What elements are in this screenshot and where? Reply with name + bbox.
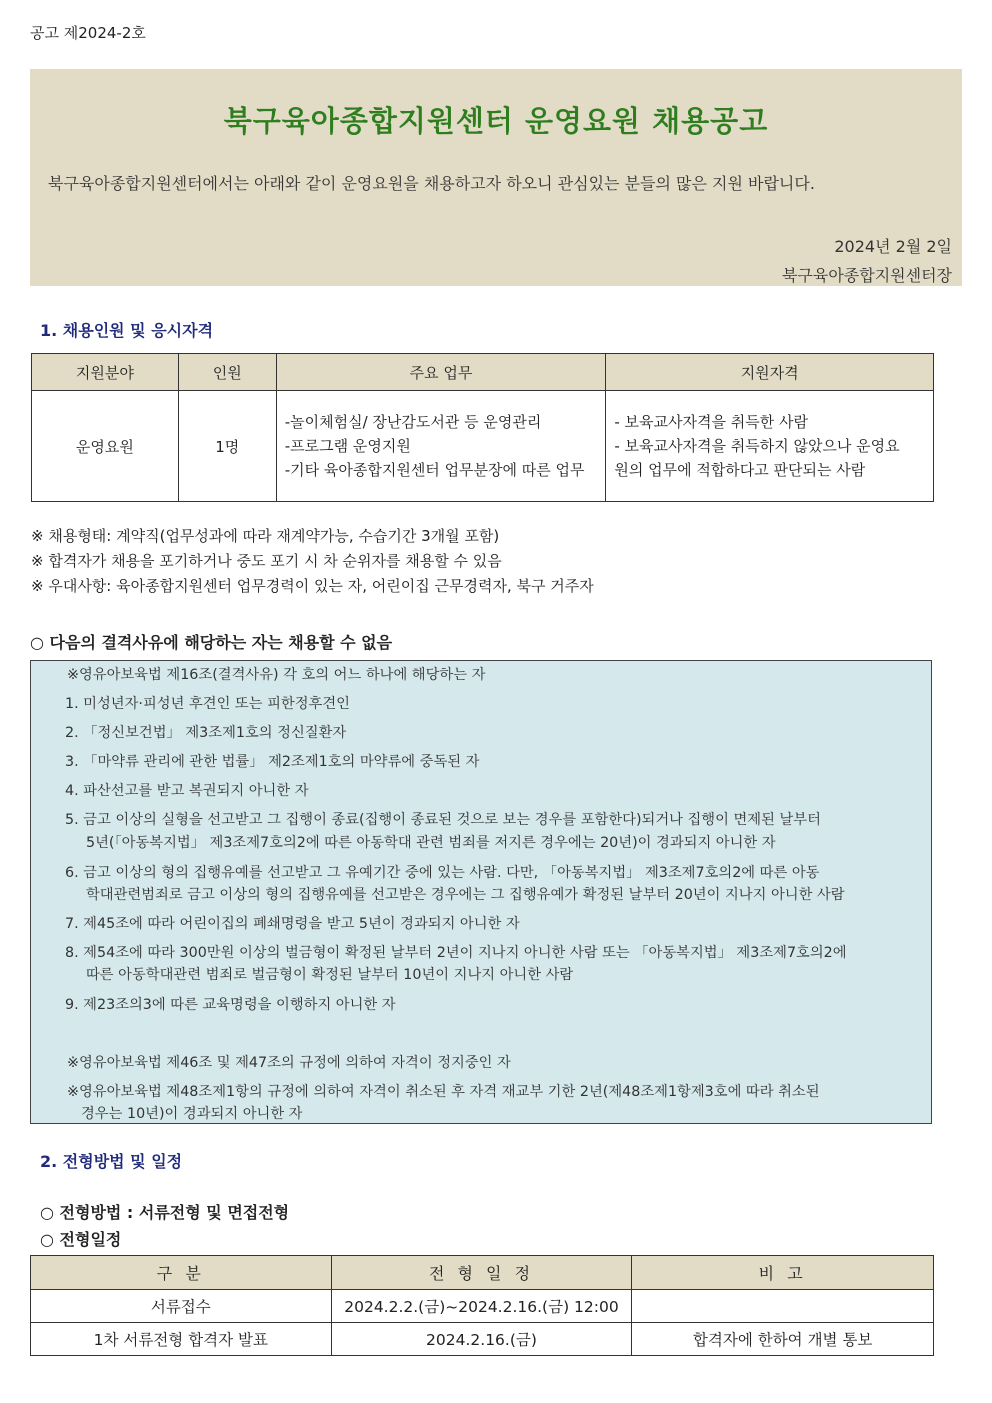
cell-schedule: 2024.2.16.(금): [331, 1323, 632, 1356]
intro-text: 북구육아종합지원센터에서는 아래와 같이 운영요원을 채용하고자 하오니 관심있는 분들의 많은 지원 바랍니다.: [48, 174, 815, 193]
disqualification-line: 4. 파산선고를 받고 복권되지 아니한 자: [65, 783, 309, 799]
duty-item: -놀이체험실/ 장난감도서관 등 운영관리: [284, 413, 542, 431]
cell-remarks: [632, 1290, 934, 1323]
note-replacement: ※ 합격자가 채용을 포기하거나 중도 포기 시 차 순위자를 채용할 수 있음: [31, 552, 502, 570]
disqualification-line: 1. 미성년자·피성년 후견인 또는 피한정후견인: [65, 696, 350, 712]
note-preference: ※ 우대사항: 육아종합지원센터 업무경력이 있는 자, 어린이집 근무경력자, 북구 거주자: [31, 577, 594, 595]
section-2-title: 2. 전형방법 및 일정: [40, 1152, 183, 1171]
qualification-line: - 보육교사자격을 취득한 사람: [614, 413, 808, 431]
notice-number: 공고 제2024-2호: [30, 24, 146, 42]
disqualification-line: 8. 제54조에 따라 300만원 이상의 벌금형이 확정된 날부터 2년이 지나지 아니한 사람 또는 「아동복지법」 제3조제7호의2에: [65, 945, 847, 961]
page-title: 북구육아종합지원센터 운영요원 채용공고: [223, 104, 769, 138]
announcement-date: 2024년 2월 2일: [834, 237, 952, 256]
cell-field: 운영요원: [32, 391, 179, 502]
disqualification-line: ※영유아보육법 제46조 및 제47조의 규정에 의하여 자격이 정지중인 자: [67, 1055, 511, 1071]
disqualification-box: [30, 660, 932, 1124]
disqualification-line: 학대관련범죄로 금고 이상의 형의 집행유예를 선고받은 경우에는 그 집행유예가 확정된 날부터 20년이 지나지 아니한 사람: [86, 887, 845, 903]
disqualification-line: ※영유아보육법 제16조(결격사유) 각 호의 어느 하나에 해당하는 자: [67, 667, 486, 683]
header-category: 구 분: [31, 1256, 332, 1290]
recruitment-table: [31, 353, 934, 502]
selection-schedule-label: ○ 전형일정: [40, 1230, 122, 1249]
disqualification-line: 5. 금고 이상의 실형을 선고받고 그 집행이 종료(집행이 종료된 것으로 보는 경우를 포함한다)되거나 집행이 면제된 날부터: [65, 812, 821, 828]
disqualification-line: 2. 「정신보건법」 제3조제1호의 정신질환자: [65, 725, 347, 741]
announcement-banner: [30, 69, 962, 286]
disqualification-line: 7. 제45조에 따라 어린이집의 폐쇄명령을 받고 5년이 경과되지 아니한 자: [65, 916, 520, 932]
cell-count: 1명: [178, 391, 276, 502]
disqualification-line: 5년(「아동복지법」 제3조제7호의2에 따른 아동학대 관련 범죄를 저지른 경우에는 20년)이 경과되지 아니한 자: [86, 835, 776, 851]
disqualification-heading: ○ 다음의 결격사유에 해당하는 자는 채용할 수 없음: [30, 633, 393, 652]
cell-qualifications: [606, 391, 934, 502]
issuing-organization: 북구육아종합지원센터장: [781, 266, 952, 285]
cell-schedule: 2024.2.2.(금)~2024.2.16.(금) 12:00: [331, 1290, 632, 1323]
table-header-row: [32, 354, 934, 391]
schedule-table: [30, 1255, 934, 1356]
table-header-row: [31, 1256, 934, 1290]
disqualification-line: ※영유아보육법 제48조제1항의 규정에 의하여 자격이 취소된 후 자격 재교부 기한 2년(제48조제1항제3호에 따라 취소된: [67, 1084, 820, 1100]
header-duties: 주요 업무: [276, 354, 606, 391]
disqualification-line: 9. 제23조의3에 따른 교육명령을 이행하지 아니한 자: [65, 997, 396, 1013]
qualification-line: - 보육교사자격을 취득하지 않았으나 운영요: [614, 437, 900, 455]
qualification-line: 원의 업무에 적합하다고 판단되는 사람: [614, 461, 866, 479]
cell-category: 1차 서류전형 합격자 발표: [31, 1323, 332, 1356]
duty-item: -프로그램 운영지원: [284, 437, 411, 455]
duty-item: -기타 육아종합지원센터 업무분장에 따른 업무: [284, 461, 585, 479]
cell-category: 서류접수: [31, 1290, 332, 1323]
header-qualifications: 지원자격: [606, 354, 934, 391]
disqualification-line: 6. 금고 이상의 형의 집행유예를 선고받고 그 유예기간 중에 있는 사람. 다만, 「아동복지법」 제3조제7호의2에 따른 아동: [65, 865, 820, 881]
table-row: [31, 1290, 934, 1323]
section-1-title: 1. 채용인원 및 응시자격: [40, 321, 214, 340]
header-remarks: 비 고: [632, 1256, 934, 1290]
disqualification-line: 3. 「마약류 관리에 관한 법률」 제2조제1호의 마약류에 중독된 자: [65, 754, 480, 770]
table-row: [32, 391, 934, 502]
header-field: 지원분야: [32, 354, 179, 391]
employment-notes: [31, 524, 594, 599]
header-schedule: 전 형 일 정: [331, 1256, 632, 1290]
selection-method: ○ 전형방법 : 서류전형 및 면접전형: [40, 1203, 290, 1222]
cell-duties: [276, 391, 606, 502]
disqualification-line: 따른 아동학대관련 범죄로 벌금형이 확정된 날부터 10년이 지나지 아니한 사람: [86, 967, 574, 983]
note-employment-type: ※ 채용형태: 계약직(업무성과에 따라 재계약가능, 수습기간 3개월 포함): [31, 527, 500, 545]
header-count: 인원: [178, 354, 276, 391]
disqualification-line: 경우는 10년)이 경과되지 아니한 자: [81, 1106, 303, 1122]
cell-remarks: 합격자에 한하여 개별 통보: [632, 1323, 934, 1356]
table-row: [31, 1323, 934, 1356]
